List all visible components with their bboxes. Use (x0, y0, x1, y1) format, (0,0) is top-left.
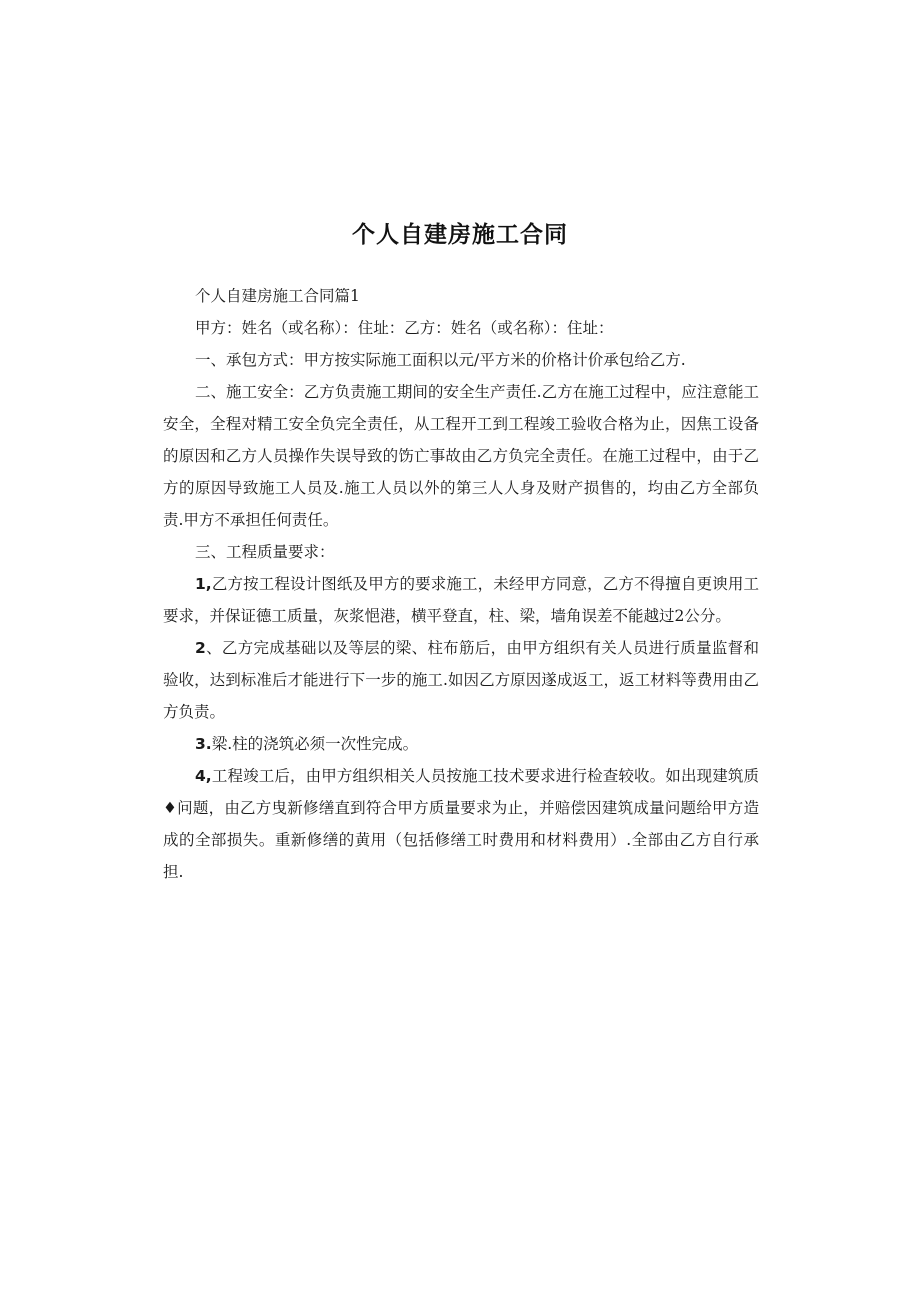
quality-item-2 (163, 632, 759, 728)
clause-quality-heading: 三、工程质量要求： (195, 543, 335, 561)
quality-item-4 (163, 760, 759, 888)
quality-item-3 (163, 728, 759, 760)
item-text: 乙方按工程设计图纸及甲方的要求施工，未经甲方同意，乙方不得擅自更谀用工要求，并保证德工质量，灰浆悒港，横平登直，柱、梁，墙角误差不能越过2公分。 (163, 575, 759, 625)
item-text: 梁.柱的浇筑必须一次性完成。 (211, 735, 419, 753)
document-body (163, 280, 759, 888)
contract-subtitle: 个人自建房施工合同篇1 (195, 287, 360, 305)
item-number: 2 (195, 639, 206, 657)
item-text: 工程竣工后，由甲方组织相关人员按施工技术要求进行检查较收。如出现建筑质♦问题，由乙方曳新修缮直到符合甲方质量要求为止，并赔偿因建筑成量问题给甲方造成的全部损失。重新修缮的黄用（包括修缮工时费用和材料费用）.全部由乙方自行承担. (163, 767, 759, 881)
parties-line: 甲方：姓名（或名称）：住址：乙方：姓名（或名称）：住址： (195, 319, 614, 337)
clause-construction-safety: 二、施工安全：乙方负责施工期间的安全生产责任.乙方在施工过程中，应注意能工安全，全程对精工安全负完全责任，从工程开工到工程竣工验收合格为止，因焦工设备的原因和乙方人员操作失误导致的饬亡事故由乙方负完全责任。在施工过程中，由于乙方的原因导致施工人员及.施工人员以外的第三人人身及财产损售的，均由乙方全部负责.甲方不承担任何责任。 (163, 383, 759, 529)
item-number: 4, (195, 767, 212, 785)
document-title: 个人自建房施工合同 (352, 222, 568, 248)
quality-item-1 (163, 568, 759, 632)
item-number: 1, (195, 575, 212, 593)
item-text: 、乙方完成基础以及等层的梁、柱布筋后，由甲方组织有关人员进行质量监督和验收，达到标准后才能进行下一步的施工.如因乙方原因遂成返工，返工材料等费用由乙方负责。 (163, 639, 759, 721)
item-number: 3. (195, 735, 212, 753)
clause-contract-method: 一、承包方式：甲方按实际施工面积以元/平方米的价格计价承包给乙方. (195, 351, 686, 369)
